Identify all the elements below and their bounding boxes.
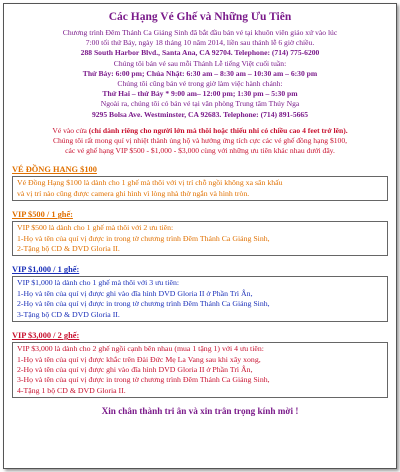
intro-line: Chương trình Đêm Thánh Ca Giáng Sinh đã bắt đầu bán vé tại khuôn viên giáo xứ vào lúc (62, 28, 338, 37)
intro-line: Ngoài ra, chúng tôi có bán vé tại văn phòng Trung tâm Thúy Nga (100, 99, 300, 109)
document-frame (3, 3, 397, 469)
section-vip-3000 (12, 330, 388, 398)
intro-line: 7:00 tối thứ Bảy, ngày 18 tháng 10 năm 2014, liền sau thánh lễ 6 giờ chiều. (85, 38, 315, 48)
weekend-times: Thứ Bảy: 6:00 pm; Chúa Nhật: 6:30 am – 8:30 am – 10:30 am – 6:30 pm (82, 68, 318, 78)
notice-block (12, 126, 388, 157)
section-box (12, 221, 388, 256)
notice-text: Vé vào cửa (52, 125, 89, 135)
section-line: 1-Họ và tên của quí vị được in trong tờ chương trình Đêm Thánh Ca Giáng Sinh, (17, 233, 270, 243)
section-heading: VÉ ĐỒNG HẠNG $100 (12, 165, 97, 175)
intro-line: Chúng tôi bán vé sau mỗi Thánh Lễ tiếng Việt cuối tuần: (113, 58, 287, 68)
intro-block (12, 28, 388, 120)
section-heading: VIP $3,000 / 2 ghế: (12, 331, 80, 341)
parish-address: 288 South Harbor Blvd., Santa Ana, CA 92704. Telephone: (714) 775-6200 (80, 48, 320, 58)
section-line: 3-Tặng bộ CD & DVD Gloria II. (17, 309, 120, 319)
section-heading: VIP $1,000 / 1 ghế: (12, 265, 80, 275)
closing-message: Xin chân thành tri ân và xin trân trọng kính mời ! (101, 406, 299, 417)
notice-line: Chúng tôi rất mong quí vị nhiệt thành ủng hộ và hưởng ứng tích cực các vé ghế đồng hạng $100, (52, 136, 348, 146)
thuy-nga-address: 9295 Bolsa Ave. Westminster, CA 92683. Telephone: (714) 891-5665 (91, 109, 309, 119)
section-vip-500 (12, 209, 388, 256)
section-line: và vị trí nào cũng được camera ghi hình vì lòng nhà thờ ngắn và hình tròn. (17, 188, 250, 198)
section-line: VIP $3,000 là dành cho 2 ghế ngồi cạnh bên nhau (mua 1 tặng 1) với 4 ưu tiên: (17, 344, 264, 354)
office-times: Thứ Hai – thứ Bảy * 9:00 am– 12:00 pm; 1:30 pm – 5:30 pm (102, 89, 298, 99)
section-line: 3-Họ và tên của quí vị được in trong tờ chương trình Đêm Thánh Ca Giáng Sinh, (17, 375, 270, 385)
section-box (12, 176, 388, 201)
section-heading: VIP $500 / 1 ghế: (12, 210, 73, 220)
section-line: 2-Tặng bộ CD & DVD Gloria II. (17, 244, 120, 254)
notice-line: các vé ghế hạng VIP $500 - $1,000 - $3,000 cùng với những ưu tiên khác nhau dưới đây. (65, 146, 335, 156)
section-dong-hang (12, 164, 388, 201)
section-line: 2-Họ và tên của quí vị được in trong tờ chương trình Đêm Thánh Ca Giáng Sinh, (17, 299, 270, 309)
section-line: 2-Họ và tên của quí vị được ghi vào đĩa hình DVD Gloria II ở Phần Trì Ân, (17, 364, 253, 374)
section-line: VIP $500 là dành cho 1 ghế mà thôi với 2 ưu tiên: (17, 223, 174, 233)
intro-line: Chúng tôi cũng bán vé trong giờ làm việc hành chánh: (117, 79, 283, 89)
section-line: VIP $1,000 là dành cho 1 ghế mà thôi với 3 ưu tiên: (17, 278, 180, 288)
notice-emphasis: (chỉ dành riêng cho người lớn mà thôi hoặc thiếu nhi có chiều cao 4 feet trở lên). (88, 125, 348, 135)
section-box (12, 276, 388, 322)
section-box (12, 342, 388, 398)
notice-line (12, 126, 388, 136)
document-body (12, 8, 388, 416)
section-line: 4-Tặng 1 bộ CD & DVD Gloria II. (17, 385, 126, 395)
page-title: Các Hạng Vé Ghế và Những Ưu Tiên (108, 11, 292, 23)
section-vip-1000 (12, 264, 388, 322)
section-line: Vé Đồng Hạng $100 là dành cho 1 ghế mà thôi với vị trí chỗ ngồi không xa sân khấu (17, 178, 283, 188)
section-line: 1-Họ và tên của quí vị được khắc trên Đài Đức Mẹ La Vang sau khi xây xong, (17, 354, 261, 364)
section-line: 1-Họ và tên của quí vị được ghi vào đĩa hình DVD Gloria II ở Phần Trì Ân, (17, 288, 253, 298)
